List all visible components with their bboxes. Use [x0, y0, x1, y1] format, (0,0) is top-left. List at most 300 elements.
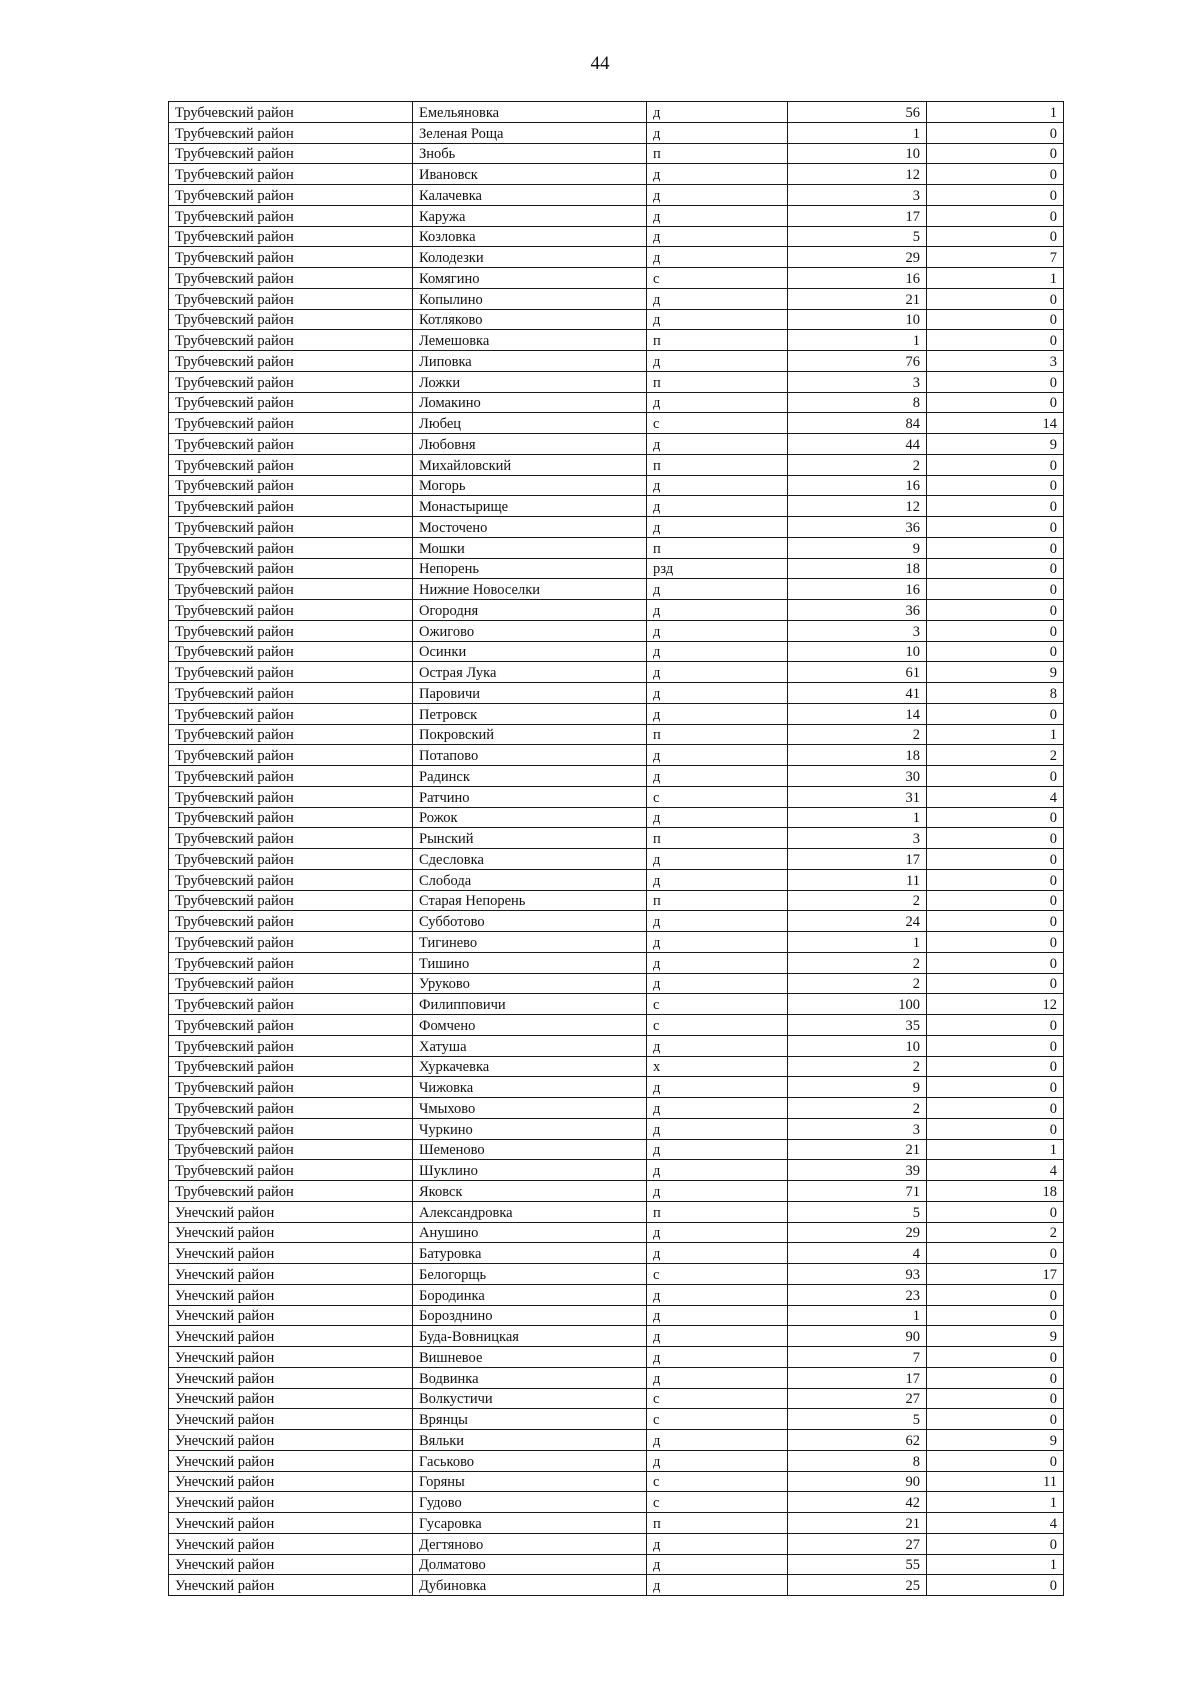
table-row — [169, 1035, 1064, 1056]
table-row — [169, 1160, 1064, 1181]
settlement-name-cell: Яковск — [413, 1181, 647, 1202]
district-cell: Унечский район — [169, 1388, 413, 1409]
settlements-table — [168, 101, 1064, 1596]
count-cell: 44 — [788, 434, 927, 455]
district-cell: Трубчевский район — [169, 1015, 413, 1036]
district-cell: Трубчевский район — [169, 932, 413, 953]
settlement-name-cell: Монастырище — [413, 496, 647, 517]
settlement-name-cell: Ломакино — [413, 392, 647, 413]
count-cell: 5 — [788, 226, 927, 247]
count-cell: 1 — [788, 122, 927, 143]
secondary-count-cell: 17 — [927, 1264, 1064, 1285]
settlement-name-cell: Покровский — [413, 724, 647, 745]
district-cell: Унечский район — [169, 1554, 413, 1575]
secondary-count-cell: 0 — [927, 330, 1064, 351]
district-cell: Трубчевский район — [169, 351, 413, 372]
table-row — [169, 371, 1064, 392]
settlement-name-cell: Каружа — [413, 205, 647, 226]
settlement-type-cell: д — [647, 1118, 788, 1139]
settlement-name-cell: Чижовка — [413, 1077, 647, 1098]
settlement-type-cell: п — [647, 537, 788, 558]
table-row — [169, 745, 1064, 766]
settlement-name-cell: Субботово — [413, 911, 647, 932]
settlement-name-cell: Шеменово — [413, 1139, 647, 1160]
settlement-name-cell: Мосточено — [413, 517, 647, 538]
district-cell: Трубчевский район — [169, 703, 413, 724]
settlement-name-cell: Гусаровка — [413, 1513, 647, 1534]
table-row — [169, 1098, 1064, 1119]
settlement-name-cell: Гаськово — [413, 1450, 647, 1471]
settlement-name-cell: Тигинево — [413, 932, 647, 953]
settlement-type-cell: п — [647, 330, 788, 351]
settlement-type-cell: п — [647, 724, 788, 745]
secondary-count-cell: 0 — [927, 703, 1064, 724]
count-cell: 5 — [788, 1409, 927, 1430]
count-cell: 3 — [788, 828, 927, 849]
count-cell: 10 — [788, 143, 927, 164]
table-row — [169, 724, 1064, 745]
secondary-count-cell: 0 — [927, 288, 1064, 309]
settlement-type-cell: д — [647, 1367, 788, 1388]
district-cell: Трубчевский район — [169, 413, 413, 434]
settlement-type-cell: д — [647, 122, 788, 143]
table-row — [169, 434, 1064, 455]
table-row — [169, 351, 1064, 372]
secondary-count-cell: 0 — [927, 890, 1064, 911]
table-row — [169, 1222, 1064, 1243]
settlement-type-cell: д — [647, 1450, 788, 1471]
table-row — [169, 1264, 1064, 1285]
settlement-type-cell: д — [647, 496, 788, 517]
settlement-type-cell: д — [647, 164, 788, 185]
table-row — [169, 1243, 1064, 1264]
count-cell: 1 — [788, 807, 927, 828]
settlement-name-cell: Петровск — [413, 703, 647, 724]
district-cell: Трубчевский район — [169, 1056, 413, 1077]
count-cell: 4 — [788, 1243, 927, 1264]
settlement-name-cell: Волкустичи — [413, 1388, 647, 1409]
settlement-name-cell: Комягино — [413, 268, 647, 289]
count-cell: 5 — [788, 1201, 927, 1222]
table-row — [169, 911, 1064, 932]
secondary-count-cell: 0 — [927, 766, 1064, 787]
count-cell: 2 — [788, 890, 927, 911]
table-row — [169, 413, 1064, 434]
table-row — [169, 1139, 1064, 1160]
secondary-count-cell: 9 — [927, 1326, 1064, 1347]
settlement-name-cell: Буда-Вовницкая — [413, 1326, 647, 1347]
district-cell: Трубчевский район — [169, 496, 413, 517]
count-cell: 2 — [788, 973, 927, 994]
settlement-name-cell: Лемешовка — [413, 330, 647, 351]
settlement-type-cell: д — [647, 205, 788, 226]
district-cell: Трубчевский район — [169, 288, 413, 309]
district-cell: Трубчевский район — [169, 890, 413, 911]
table-row — [169, 475, 1064, 496]
settlement-name-cell: Водвинка — [413, 1367, 647, 1388]
settlement-type-cell: д — [647, 1326, 788, 1347]
settlement-type-cell: с — [647, 1409, 788, 1430]
settlement-name-cell: Потапово — [413, 745, 647, 766]
settlement-type-cell: д — [647, 932, 788, 953]
settlement-name-cell: Вяльки — [413, 1430, 647, 1451]
settlement-name-cell: Гудово — [413, 1492, 647, 1513]
count-cell: 17 — [788, 1367, 927, 1388]
settlement-type-cell: х — [647, 1056, 788, 1077]
settlement-name-cell: Нижние Новоселки — [413, 579, 647, 600]
settlement-type-cell: п — [647, 371, 788, 392]
secondary-count-cell: 0 — [927, 392, 1064, 413]
secondary-count-cell: 0 — [927, 600, 1064, 621]
table-row — [169, 1430, 1064, 1451]
settlement-type-cell: д — [647, 662, 788, 683]
secondary-count-cell: 0 — [927, 496, 1064, 517]
settlement-type-cell: д — [647, 392, 788, 413]
settlement-type-cell: д — [647, 517, 788, 538]
district-cell: Унечский район — [169, 1533, 413, 1554]
secondary-count-cell: 0 — [927, 579, 1064, 600]
settlement-type-cell: д — [647, 579, 788, 600]
table-row — [169, 579, 1064, 600]
settlement-name-cell: Ожигово — [413, 620, 647, 641]
settlement-name-cell: Калачевка — [413, 185, 647, 206]
secondary-count-cell: 0 — [927, 185, 1064, 206]
settlement-name-cell: Могорь — [413, 475, 647, 496]
table-row — [169, 330, 1064, 351]
district-cell: Трубчевский район — [169, 911, 413, 932]
district-cell: Унечский район — [169, 1264, 413, 1285]
secondary-count-cell: 12 — [927, 994, 1064, 1015]
settlement-type-cell: д — [647, 973, 788, 994]
secondary-count-cell: 0 — [927, 1367, 1064, 1388]
district-cell: Трубчевский район — [169, 600, 413, 621]
count-cell: 9 — [788, 537, 927, 558]
settlement-name-cell: Врянцы — [413, 1409, 647, 1430]
settlement-name-cell: Хатуша — [413, 1035, 647, 1056]
count-cell: 55 — [788, 1554, 927, 1575]
secondary-count-cell: 0 — [927, 1347, 1064, 1368]
secondary-count-cell: 0 — [927, 620, 1064, 641]
settlement-type-cell: д — [647, 102, 788, 123]
secondary-count-cell: 0 — [927, 309, 1064, 330]
count-cell: 21 — [788, 1139, 927, 1160]
table-row — [169, 952, 1064, 973]
table-row — [169, 454, 1064, 475]
count-cell: 16 — [788, 579, 927, 600]
settlement-name-cell: Емельяновка — [413, 102, 647, 123]
district-cell: Трубчевский район — [169, 869, 413, 890]
settlement-name-cell: Козловка — [413, 226, 647, 247]
district-cell: Унечский район — [169, 1575, 413, 1596]
count-cell: 25 — [788, 1575, 927, 1596]
secondary-count-cell: 0 — [927, 1450, 1064, 1471]
table-row — [169, 1201, 1064, 1222]
district-cell: Унечский район — [169, 1201, 413, 1222]
district-cell: Трубчевский район — [169, 247, 413, 268]
settlement-type-cell: п — [647, 890, 788, 911]
district-cell: Унечский район — [169, 1243, 413, 1264]
district-cell: Унечский район — [169, 1450, 413, 1471]
count-cell: 35 — [788, 1015, 927, 1036]
settlement-name-cell: Осинки — [413, 641, 647, 662]
table-row — [169, 558, 1064, 579]
count-cell: 36 — [788, 517, 927, 538]
district-cell: Трубчевский район — [169, 745, 413, 766]
table-row — [169, 1367, 1064, 1388]
settlement-name-cell: Рожок — [413, 807, 647, 828]
district-cell: Унечский район — [169, 1430, 413, 1451]
table-row — [169, 1284, 1064, 1305]
count-cell: 30 — [788, 766, 927, 787]
count-cell: 16 — [788, 268, 927, 289]
count-cell: 2 — [788, 952, 927, 973]
district-cell: Унечский район — [169, 1284, 413, 1305]
settlement-name-cell: Чмыхово — [413, 1098, 647, 1119]
settlement-type-cell: д — [647, 1430, 788, 1451]
district-cell: Трубчевский район — [169, 579, 413, 600]
count-cell: 76 — [788, 351, 927, 372]
settlement-type-cell: д — [647, 434, 788, 455]
district-cell: Трубчевский район — [169, 1160, 413, 1181]
settlement-type-cell: д — [647, 683, 788, 704]
settlement-type-cell: д — [647, 641, 788, 662]
count-cell: 16 — [788, 475, 927, 496]
district-cell: Трубчевский район — [169, 1035, 413, 1056]
settlement-name-cell: Рынский — [413, 828, 647, 849]
table-row — [169, 1347, 1064, 1368]
settlement-type-cell: д — [647, 351, 788, 372]
table-row — [169, 102, 1064, 123]
count-cell: 18 — [788, 745, 927, 766]
table-row — [169, 807, 1064, 828]
district-cell: Трубчевский район — [169, 724, 413, 745]
district-cell: Трубчевский район — [169, 205, 413, 226]
secondary-count-cell: 9 — [927, 1430, 1064, 1451]
settlement-name-cell: Борозднино — [413, 1305, 647, 1326]
settlement-type-cell: с — [647, 786, 788, 807]
count-cell: 1 — [788, 330, 927, 351]
district-cell: Трубчевский район — [169, 807, 413, 828]
settlement-type-cell: д — [647, 226, 788, 247]
district-cell: Трубчевский район — [169, 952, 413, 973]
count-cell: 17 — [788, 849, 927, 870]
district-cell: Трубчевский район — [169, 1098, 413, 1119]
settlement-type-cell: д — [647, 288, 788, 309]
table-row — [169, 517, 1064, 538]
district-cell: Трубчевский район — [169, 662, 413, 683]
secondary-count-cell: 0 — [927, 869, 1064, 890]
district-cell: Унечский район — [169, 1513, 413, 1534]
secondary-count-cell: 0 — [927, 1533, 1064, 1554]
secondary-count-cell: 0 — [927, 475, 1064, 496]
settlement-name-cell: Слобода — [413, 869, 647, 890]
district-cell: Трубчевский район — [169, 371, 413, 392]
secondary-count-cell: 1 — [927, 1554, 1064, 1575]
secondary-count-cell: 1 — [927, 724, 1064, 745]
table-row — [169, 1326, 1064, 1347]
district-cell: Трубчевский район — [169, 226, 413, 247]
district-cell: Трубчевский район — [169, 434, 413, 455]
secondary-count-cell: 0 — [927, 164, 1064, 185]
settlement-name-cell: Любец — [413, 413, 647, 434]
table-row — [169, 1409, 1064, 1430]
secondary-count-cell: 11 — [927, 1471, 1064, 1492]
settlement-name-cell: Копылино — [413, 288, 647, 309]
secondary-count-cell: 9 — [927, 434, 1064, 455]
table-row — [169, 600, 1064, 621]
settlement-name-cell: Знобь — [413, 143, 647, 164]
secondary-count-cell: 0 — [927, 807, 1064, 828]
secondary-count-cell: 2 — [927, 745, 1064, 766]
secondary-count-cell: 3 — [927, 351, 1064, 372]
settlement-type-cell: с — [647, 1388, 788, 1409]
settlement-type-cell: д — [647, 745, 788, 766]
district-cell: Унечский район — [169, 1326, 413, 1347]
settlement-type-cell: д — [647, 703, 788, 724]
settlement-name-cell: Батуровка — [413, 1243, 647, 1264]
settlement-type-cell: д — [647, 620, 788, 641]
table-row — [169, 1554, 1064, 1575]
table-row — [169, 226, 1064, 247]
settlement-type-cell: д — [647, 1533, 788, 1554]
count-cell: 12 — [788, 496, 927, 517]
settlement-name-cell: Непорень — [413, 558, 647, 579]
secondary-count-cell: 0 — [927, 849, 1064, 870]
count-cell: 9 — [788, 1077, 927, 1098]
settlement-type-cell: п — [647, 454, 788, 475]
table-row — [169, 766, 1064, 787]
district-cell: Трубчевский район — [169, 392, 413, 413]
settlement-name-cell: Дегтяново — [413, 1533, 647, 1554]
count-cell: 10 — [788, 1035, 927, 1056]
district-cell: Трубчевский район — [169, 683, 413, 704]
secondary-count-cell: 0 — [927, 1035, 1064, 1056]
district-cell: Унечский район — [169, 1492, 413, 1513]
settlement-type-cell: д — [647, 1575, 788, 1596]
secondary-count-cell: 4 — [927, 1513, 1064, 1534]
district-cell: Трубчевский район — [169, 1077, 413, 1098]
district-cell: Трубчевский район — [169, 1181, 413, 1202]
settlement-name-cell: Дубиновка — [413, 1575, 647, 1596]
settlements-table-body — [169, 102, 1064, 1596]
secondary-count-cell: 1 — [927, 268, 1064, 289]
count-cell: 11 — [788, 869, 927, 890]
settlement-name-cell: Хуркачевка — [413, 1056, 647, 1077]
settlement-name-cell: Александровка — [413, 1201, 647, 1222]
count-cell: 24 — [788, 911, 927, 932]
count-cell: 10 — [788, 309, 927, 330]
secondary-count-cell: 18 — [927, 1181, 1064, 1202]
settlement-name-cell: Ратчино — [413, 786, 647, 807]
settlement-type-cell: д — [647, 1347, 788, 1368]
secondary-count-cell: 0 — [927, 1575, 1064, 1596]
count-cell: 8 — [788, 1450, 927, 1471]
secondary-count-cell: 0 — [927, 1409, 1064, 1430]
count-cell: 27 — [788, 1533, 927, 1554]
secondary-count-cell: 0 — [927, 932, 1064, 953]
settlement-type-cell: д — [647, 185, 788, 206]
settlement-name-cell: Котляково — [413, 309, 647, 330]
count-cell: 71 — [788, 1181, 927, 1202]
table-row — [169, 143, 1064, 164]
secondary-count-cell: 0 — [927, 205, 1064, 226]
table-row — [169, 662, 1064, 683]
district-cell: Трубчевский район — [169, 143, 413, 164]
settlement-type-cell: с — [647, 994, 788, 1015]
table-row — [169, 683, 1064, 704]
table-row — [169, 288, 1064, 309]
settlement-name-cell: Шуклино — [413, 1160, 647, 1181]
secondary-count-cell: 0 — [927, 952, 1064, 973]
table-row — [169, 1056, 1064, 1077]
table-row — [169, 1077, 1064, 1098]
table-row — [169, 247, 1064, 268]
secondary-count-cell: 0 — [927, 973, 1064, 994]
count-cell: 3 — [788, 1118, 927, 1139]
settlement-type-cell: д — [647, 1077, 788, 1098]
secondary-count-cell: 0 — [927, 1305, 1064, 1326]
settlement-type-cell: д — [647, 1243, 788, 1264]
table-row — [169, 703, 1064, 724]
settlement-type-cell: д — [647, 247, 788, 268]
district-cell: Трубчевский район — [169, 268, 413, 289]
district-cell: Трубчевский район — [169, 994, 413, 1015]
settlement-type-cell: д — [647, 309, 788, 330]
settlement-name-cell: Ложки — [413, 371, 647, 392]
settlement-type-cell: д — [647, 1181, 788, 1202]
settlement-name-cell: Мошки — [413, 537, 647, 558]
secondary-count-cell: 9 — [927, 662, 1064, 683]
count-cell: 1 — [788, 1305, 927, 1326]
district-cell: Трубчевский район — [169, 558, 413, 579]
table-row — [169, 537, 1064, 558]
count-cell: 84 — [788, 413, 927, 434]
table-row — [169, 932, 1064, 953]
secondary-count-cell: 0 — [927, 1015, 1064, 1036]
district-cell: Трубчевский район — [169, 475, 413, 496]
settlement-type-cell: д — [647, 1305, 788, 1326]
table-row — [169, 1513, 1064, 1534]
settlement-type-cell: д — [647, 1554, 788, 1575]
secondary-count-cell: 8 — [927, 683, 1064, 704]
district-cell: Трубчевский район — [169, 164, 413, 185]
table-row — [169, 496, 1064, 517]
settlement-type-cell: д — [647, 475, 788, 496]
settlement-type-cell: д — [647, 1284, 788, 1305]
district-cell: Трубчевский район — [169, 641, 413, 662]
table-row — [169, 1388, 1064, 1409]
secondary-count-cell: 0 — [927, 1388, 1064, 1409]
settlement-name-cell: Михайловский — [413, 454, 647, 475]
settlement-name-cell: Паровичи — [413, 683, 647, 704]
count-cell: 17 — [788, 205, 927, 226]
count-cell: 2 — [788, 1098, 927, 1119]
district-cell: Трубчевский район — [169, 1118, 413, 1139]
settlement-type-cell: п — [647, 828, 788, 849]
settlement-type-cell: д — [647, 869, 788, 890]
secondary-count-cell: 0 — [927, 911, 1064, 932]
count-cell: 29 — [788, 247, 927, 268]
count-cell: 2 — [788, 724, 927, 745]
count-cell: 2 — [788, 454, 927, 475]
count-cell: 61 — [788, 662, 927, 683]
table-row — [169, 1118, 1064, 1139]
settlement-type-cell: п — [647, 1513, 788, 1534]
district-cell: Унечский район — [169, 1222, 413, 1243]
secondary-count-cell: 0 — [927, 1118, 1064, 1139]
secondary-count-cell: 1 — [927, 102, 1064, 123]
settlement-name-cell: Колодезки — [413, 247, 647, 268]
